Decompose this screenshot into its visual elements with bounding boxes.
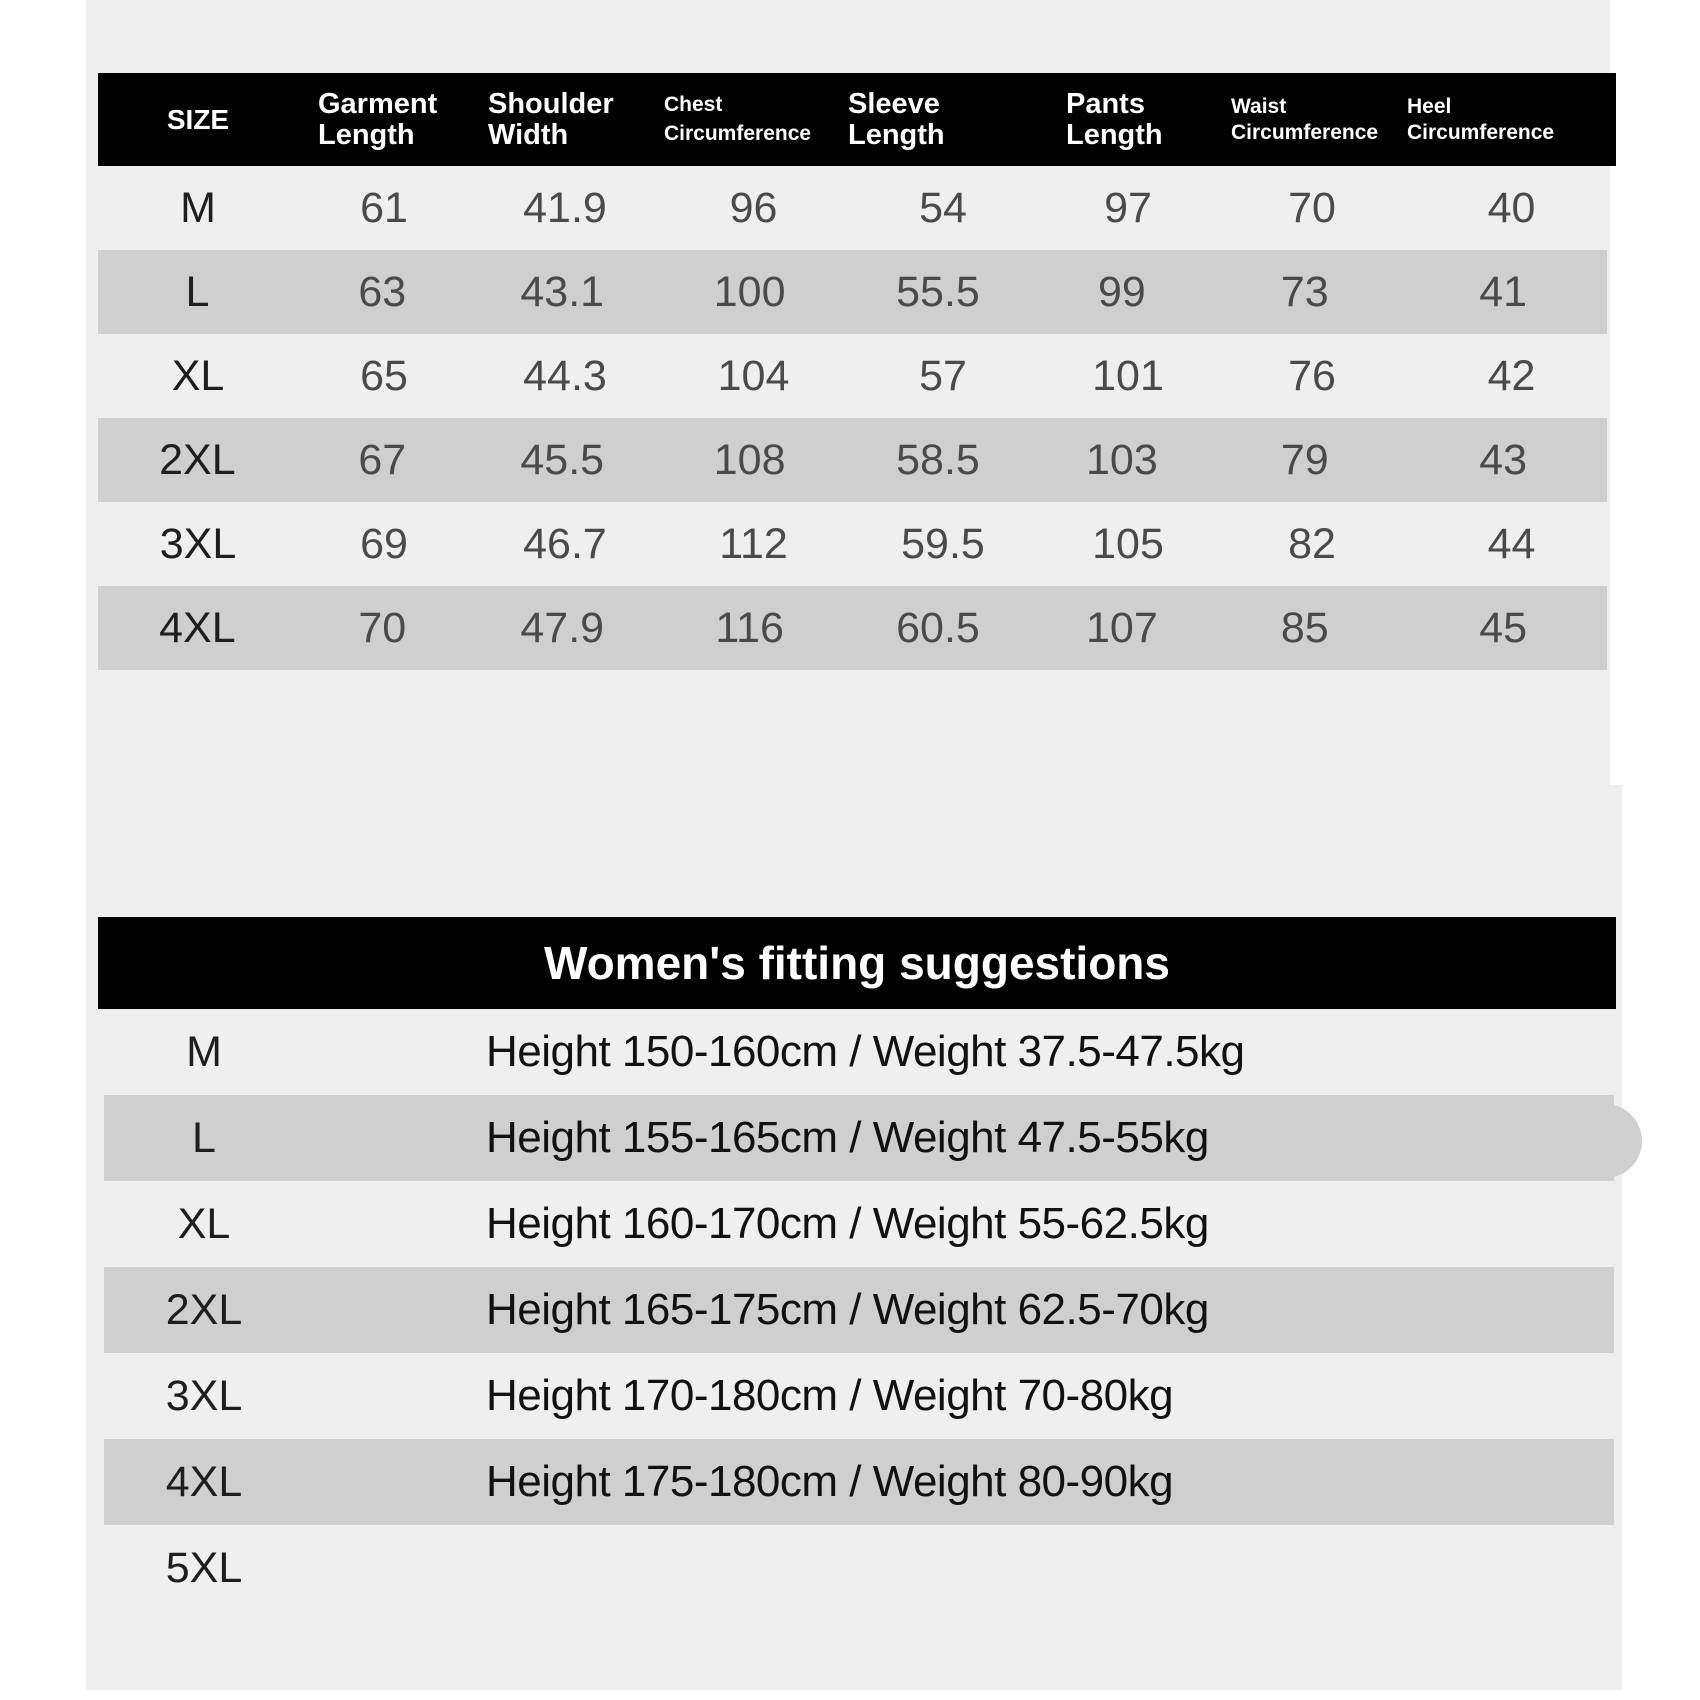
size-chart-table	[98, 73, 1616, 670]
cell-waist-circumference: 73	[1280, 267, 1329, 316]
list-item	[104, 1439, 1614, 1525]
table-row	[98, 502, 1616, 586]
list-item	[104, 1181, 1614, 1267]
cell-pants-length: 103	[1086, 435, 1158, 484]
header-chest-circumference: Chest Circumference	[664, 93, 812, 145]
fit-suggestion: Height 155-165cm / Weight 47.5-55kg	[486, 1113, 1209, 1162]
fit-size: 4XL	[165, 1457, 243, 1506]
fit-size: 3XL	[165, 1371, 243, 1420]
cell-sleeve-length: 58.5	[896, 435, 980, 484]
list-item	[104, 1267, 1614, 1353]
cell-pants-length: 105	[1092, 519, 1164, 568]
cell-waist-circumference: 76	[1288, 351, 1336, 400]
cell-heel-circumference: 41	[1479, 267, 1528, 316]
cell-sleeve-length: 59.5	[901, 519, 985, 568]
table-row	[98, 586, 1607, 670]
cell-size: M	[180, 183, 216, 232]
cell-waist-circumference: 79	[1280, 435, 1329, 484]
cell-chest-circumference: 112	[719, 519, 788, 568]
fit-size: L	[192, 1113, 216, 1162]
fit-size: 5XL	[165, 1543, 243, 1592]
cell-heel-circumference: 43	[1479, 435, 1528, 484]
cell-sleeve-length: 54	[919, 183, 967, 232]
fit-suggestion: Height 150-160cm / Weight 37.5-47.5kg	[486, 1027, 1245, 1076]
header-size: SIZE	[166, 103, 230, 135]
cell-shoulder-width: 43.1	[520, 267, 605, 316]
header-garment-length: Garment Length	[318, 88, 438, 151]
fit-size: M	[186, 1027, 222, 1076]
table-row	[98, 166, 1616, 250]
cell-garment-length: 70	[358, 603, 407, 652]
cell-garment-length: 65	[360, 351, 408, 400]
cell-waist-circumference: 82	[1288, 519, 1336, 568]
header-pants-length: Pants Length	[1066, 88, 1163, 151]
cell-size: L	[185, 267, 210, 316]
table-row	[98, 250, 1607, 334]
header-heel-circumference: Heel Circumference	[1407, 95, 1555, 144]
cell-chest-circumference: 108	[713, 435, 786, 484]
cell-pants-length: 99	[1097, 267, 1146, 316]
cell-shoulder-width: 46.7	[523, 519, 607, 568]
fit-size: XL	[177, 1199, 231, 1248]
size-chart-header	[98, 73, 1616, 166]
list-item	[104, 1353, 1614, 1439]
cell-sleeve-length: 60.5	[896, 603, 980, 652]
cell-garment-length: 63	[358, 267, 407, 316]
fit-size: 2XL	[165, 1285, 243, 1334]
list-item	[104, 1095, 1614, 1181]
list-item	[104, 1525, 1614, 1611]
cell-heel-circumference: 42	[1487, 351, 1536, 400]
cell-sleeve-length: 57	[919, 351, 967, 400]
cell-waist-circumference: 85	[1280, 603, 1329, 652]
cell-chest-circumference: 116	[715, 603, 784, 652]
cell-size: 4XL	[159, 603, 236, 652]
cell-sleeve-length: 55.5	[896, 267, 980, 316]
fitting-title: Women's fitting suggestions	[98, 917, 1616, 1009]
header-shoulder-width: Shoulder Width	[488, 88, 614, 151]
cell-waist-circumference: 70	[1288, 183, 1336, 232]
cell-pants-length: 97	[1104, 183, 1152, 232]
table-row	[98, 334, 1616, 418]
cell-chest-circumference: 96	[729, 183, 778, 232]
table-row	[98, 418, 1607, 502]
cell-chest-circumference: 104	[717, 351, 790, 400]
fit-suggestion: Height 170-180cm / Weight 70-80kg	[486, 1371, 1174, 1420]
cell-garment-length: 61	[360, 183, 408, 232]
cell-size: 3XL	[159, 519, 237, 568]
cell-shoulder-width: 41.9	[523, 183, 607, 232]
cell-heel-circumference: 40	[1487, 183, 1536, 232]
cell-heel-circumference: 44	[1487, 519, 1536, 568]
fit-suggestion: Height 175-180cm / Weight 80-90kg	[486, 1457, 1174, 1506]
fit-suggestion: Height 165-175cm / Weight 62.5-70kg	[486, 1285, 1209, 1334]
cell-shoulder-width: 47.9	[520, 603, 605, 652]
cell-shoulder-width: 45.5	[520, 435, 605, 484]
cell-garment-length: 69	[360, 519, 408, 568]
header-sleeve-length: Sleeve Length	[848, 88, 945, 151]
cell-pants-length: 101	[1092, 351, 1164, 400]
cell-pants-length: 107	[1086, 603, 1158, 652]
cell-garment-length: 67	[358, 435, 407, 484]
list-item	[104, 1009, 1614, 1095]
fit-suggestion: Height 160-170cm / Weight 55-62.5kg	[486, 1199, 1209, 1248]
cell-chest-circumference: 100	[713, 267, 786, 316]
cell-heel-circumference: 45	[1479, 603, 1528, 652]
fitting-list	[104, 1009, 1614, 1611]
cell-shoulder-width: 44.3	[523, 351, 607, 400]
header-waist-circumference: Waist Circumference	[1231, 95, 1379, 144]
cell-size: XL	[171, 351, 225, 400]
cell-size: 2XL	[159, 435, 236, 484]
